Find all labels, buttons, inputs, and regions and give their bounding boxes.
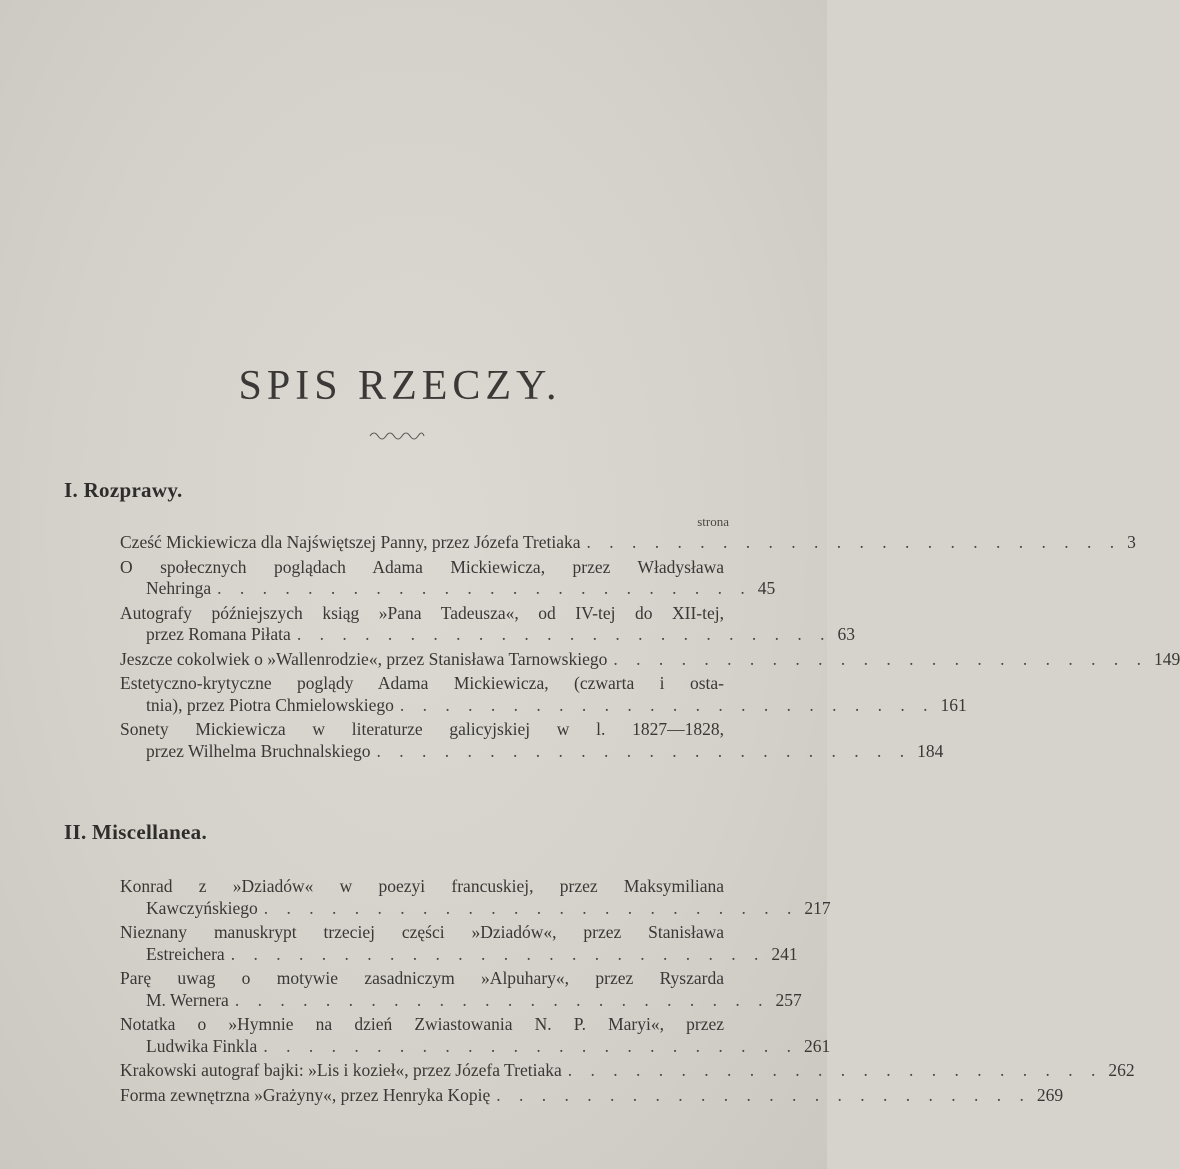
toc-entry [120, 602, 855, 646]
toc-entry-title-line: Konrad z »Dziadów« w poezyi francuskiej, przez Maksymiliana [120, 876, 724, 896]
toc-entry-title-line: Nieznany manuskrypt trzeciej części »Dziadów«, przez Stanisława [120, 922, 724, 942]
toc-entry [120, 922, 798, 965]
toc-entry-page-number: 3 [1127, 532, 1136, 552]
toc-entry-page-number: 217 [804, 897, 831, 918]
toc-entry-title-line: Estetyczno-krytyczne poglądy Adama Mickiewicza, (czwarta i osta- [120, 673, 724, 693]
toc-entry-title-end: M. Wernera [146, 989, 229, 1010]
toc-entry-title-end: Kawczyńskiego [146, 897, 258, 918]
leader-dots: . . . . . . . . . . . . . . . . . . . . . . . . [217, 578, 752, 598]
toc-entry-page-number: 45 [757, 578, 776, 598]
section-heading-miscellanea: II. Miscellanea. [64, 820, 208, 844]
toc-entry-title-end: Estreichera [146, 943, 225, 964]
toc-entry-page-number: 161 [940, 694, 967, 715]
toc-entry [120, 876, 831, 919]
toc-entry [120, 719, 944, 762]
toc-entry-title-end: Nehringa [146, 578, 212, 598]
toc-entry-title-end: Ludwika Finkla [146, 1035, 258, 1056]
toc-entry [120, 1060, 1135, 1082]
toc-entry-page-number: 261 [803, 1035, 831, 1056]
toc-entry-title-end: Forma zewnętrzna »Grażyny«, przez Henryka Kopię [120, 1084, 491, 1105]
toc-entry-page-number: 63 [837, 624, 855, 644]
toc-entry-title-line: Autografy późniejszych ksiąg »Pana Tadeusza«, od IV-tej do XII-tej, [120, 602, 724, 623]
toc-entry-title-end: przez Wilhelma Bruchnalskiego [146, 740, 371, 761]
toc-entry-title-end: Cześć Mickiewicza dla Najświętszej Panny, przez Józefa Tretiaka [120, 532, 581, 552]
section-heading-rozprawy: I. Rozprawy. [64, 478, 183, 502]
leader-dots: . . . . . . . . . . . . . . . . . . . . . . . . [399, 694, 935, 715]
toc-entry-page-number: 269 [1036, 1084, 1064, 1105]
leader-dots: . . . . . . . . . . . . . . . . . . . . . . . . [613, 648, 1148, 669]
toc-entry-title-line: Sonety Mickiewicza w literaturze galicyjskiej w l. 1827—1828, [120, 719, 724, 739]
toc-entry [120, 648, 1180, 671]
leader-dots: . . . . . . . . . . . . . . . . . . . . . . . . [263, 897, 799, 918]
toc-entry [120, 1014, 831, 1057]
toc-entry-title-end: przez Romana Piłata [146, 624, 291, 644]
toc-entry-page-number: 262 [1108, 1060, 1135, 1080]
leader-dots: . . . . . . . . . . . . . . . . . . . . . . . . [496, 1084, 1031, 1105]
toc-entry-title-line: Notatka o »Hymnie na dzień Zwiastowania N. P. Maryi«, przez [120, 1014, 724, 1034]
leader-dots: . . . . . . . . . . . . . . . . . . . . . . . . [586, 532, 1122, 552]
toc-entry [120, 532, 1136, 554]
page-column-label: strona [697, 514, 729, 529]
toc-entry [120, 968, 802, 1011]
toc-entry-page-number: 149 [1153, 648, 1180, 669]
toc-list-miscellanea [120, 876, 1135, 1109]
leader-dots: . . . . . . . . . . . . . . . . . . . . . . . . [263, 1035, 798, 1056]
toc-entry [120, 673, 967, 716]
toc-entry [120, 556, 776, 600]
toc-entry-title-line: O społecznych poglądach Adama Mickiewicza, przez Władysława [120, 556, 724, 577]
toc-entry-page-number: 184 [917, 740, 944, 761]
toc-entry [120, 1084, 1064, 1107]
leader-dots: . . . . . . . . . . . . . . . . . . . . . . . . [567, 1060, 1103, 1080]
toc-entry-title-end: Krakowski autograf bajki: »Lis i kozieł«, przez Józefa Tretiaka [120, 1060, 562, 1080]
leader-dots: . . . . . . . . . . . . . . . . . . . . . . . . [376, 740, 912, 761]
leader-dots: . . . . . . . . . . . . . . . . . . . . . . . . [230, 943, 766, 964]
toc-entry-page-number: 241 [771, 943, 798, 964]
toc-entry-title-line: Parę uwag o motywie zasadniczym »Alpuhary«, przez Ryszarda [120, 968, 724, 988]
toc-entry-page-number: 257 [775, 989, 802, 1010]
leader-dots: . . . . . . . . . . . . . . . . . . . . . . . . [234, 989, 770, 1010]
leader-dots: . . . . . . . . . . . . . . . . . . . . . . . . [296, 624, 832, 644]
page-title: SPIS RZECZY. [238, 363, 562, 409]
toc-list-rozprawy [120, 532, 1180, 765]
toc-entry-title-end: Jeszcze cokolwiek o »Wallenrodzie«, przez Stanisława Tarnowskiego [120, 648, 608, 669]
wavy-ornament [368, 428, 426, 444]
toc-entry-title-end: tnia), przez Piotra Chmielowskiego [146, 694, 394, 715]
